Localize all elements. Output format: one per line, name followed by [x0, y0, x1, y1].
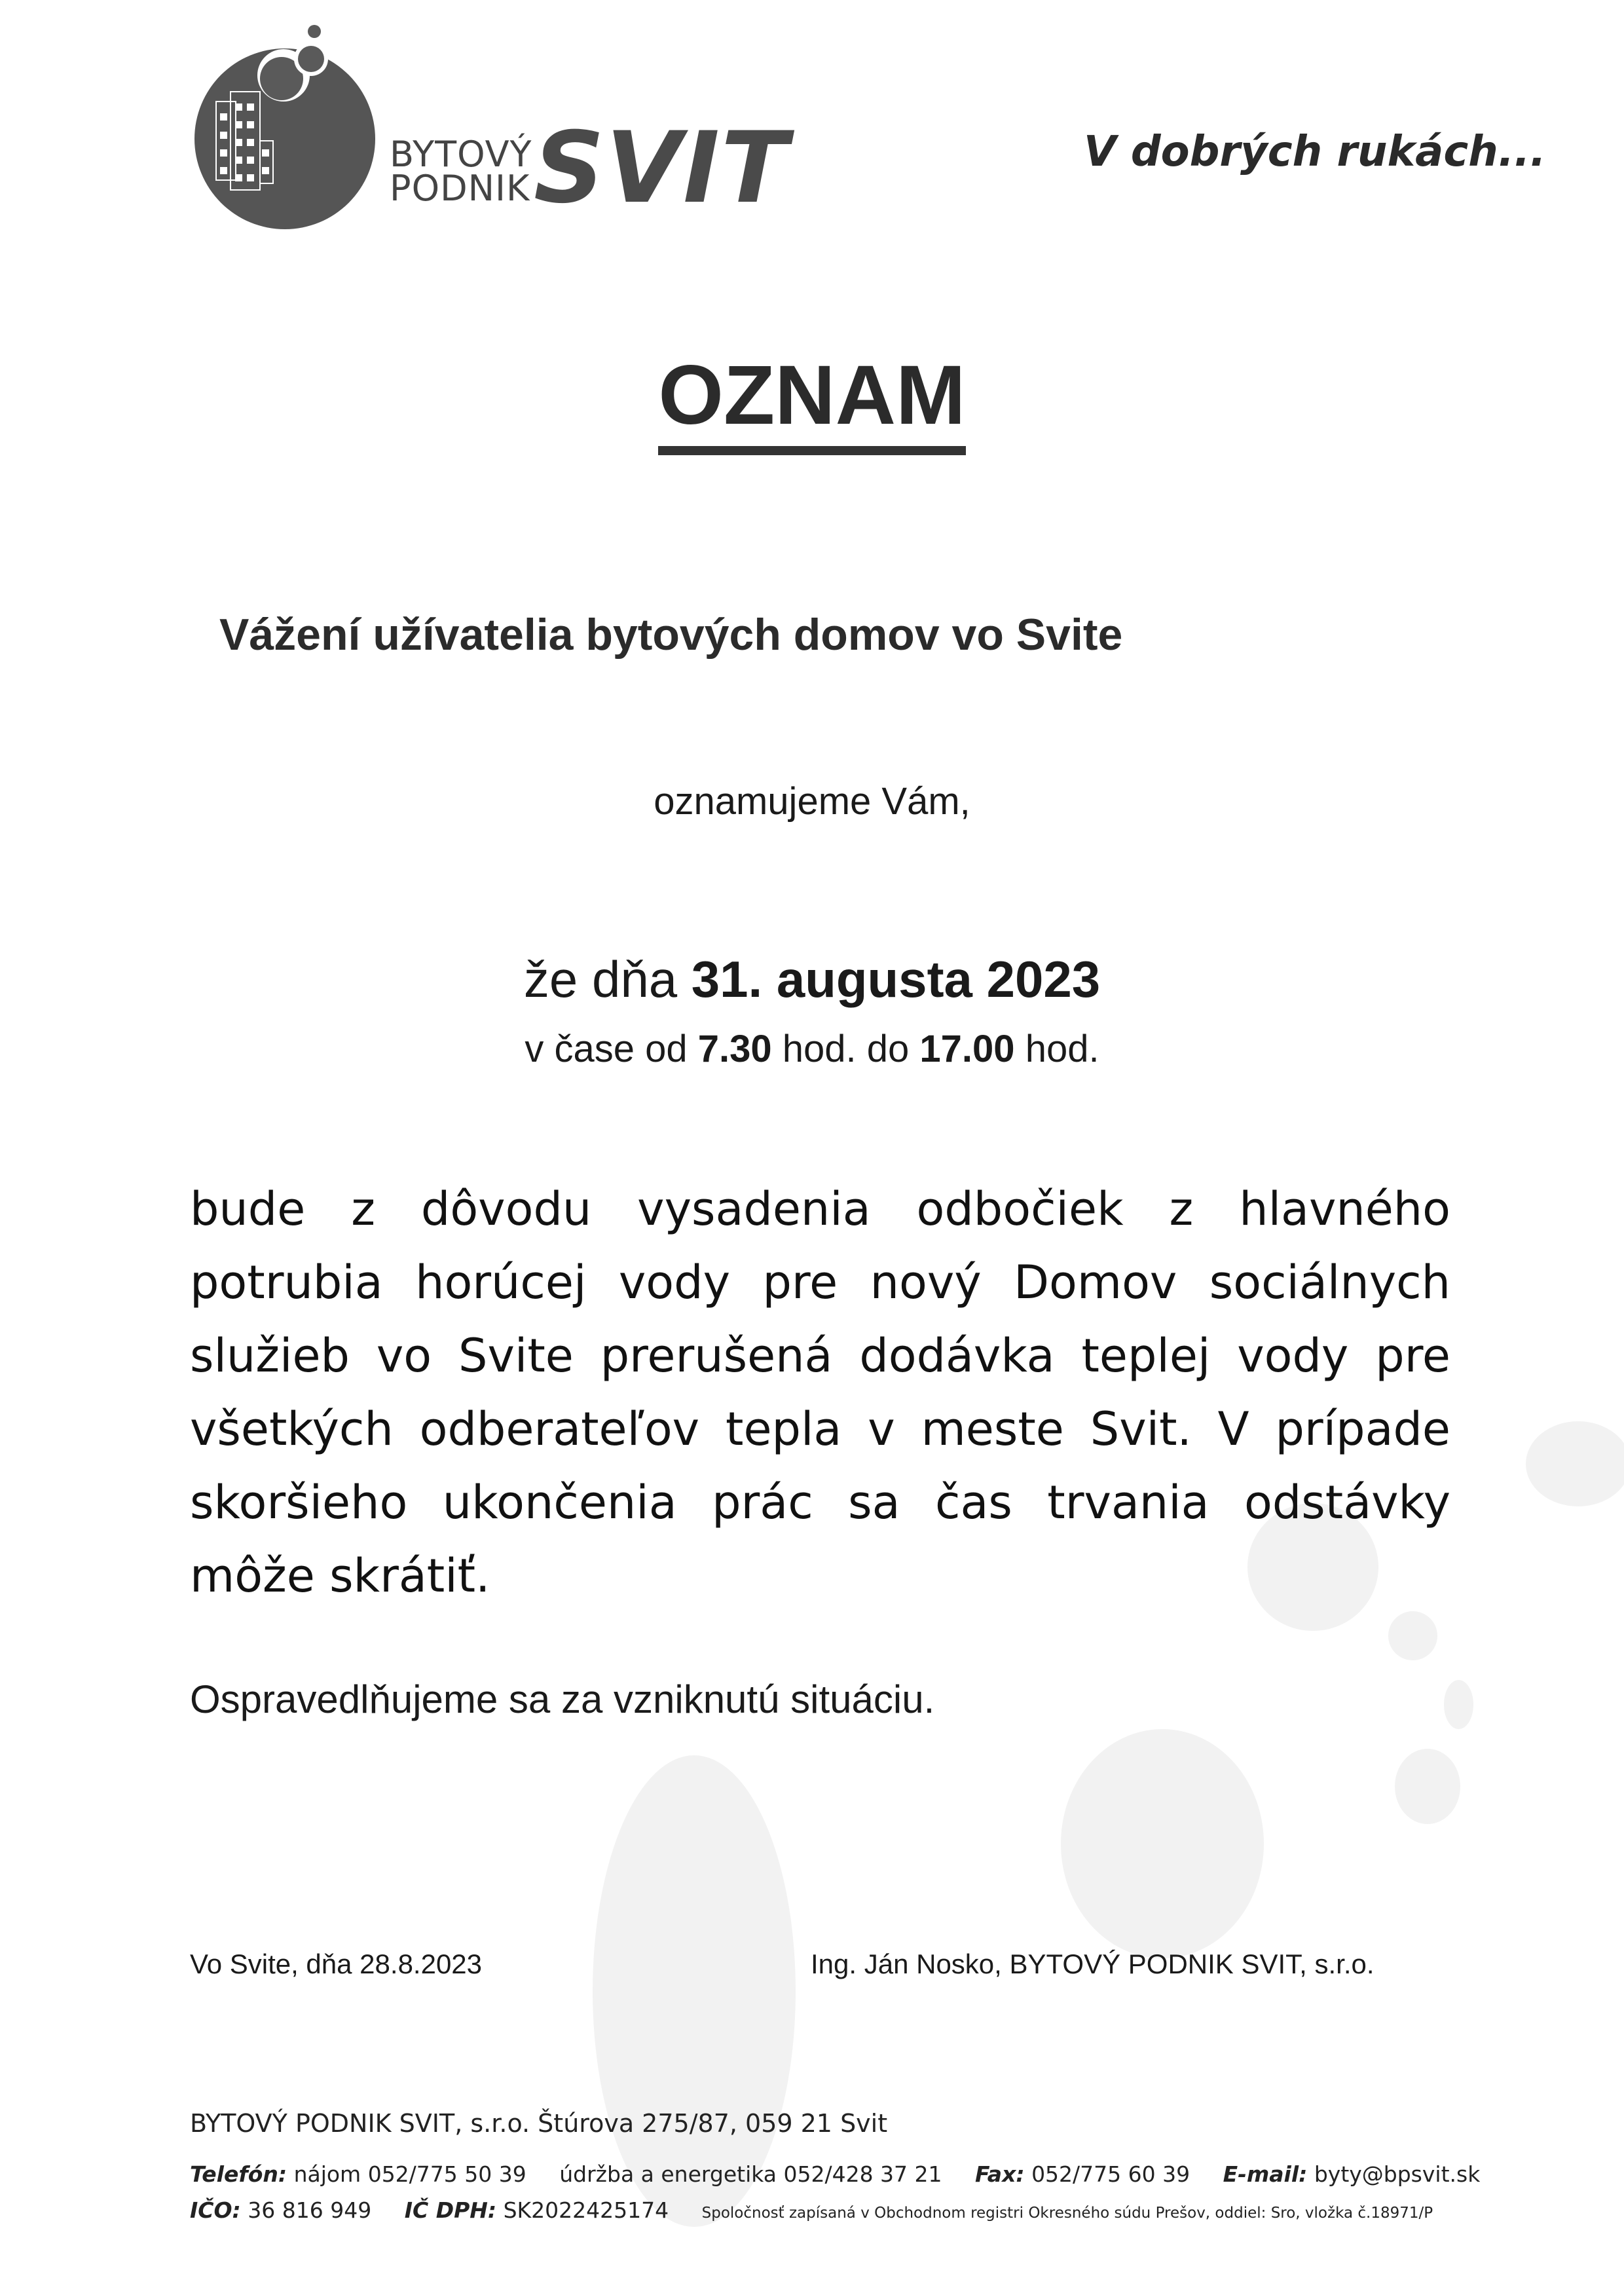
apology-text: Ospravedlňujeme sa za vzniknutú situáciu. [190, 1677, 935, 1721]
footer-ids [190, 2197, 1433, 2223]
ico-value: 36 816 949 [248, 2197, 372, 2223]
intro-text: oznamujeme Vám, [654, 780, 970, 823]
time-line [0, 1027, 1624, 1071]
phone-label: Telefón: [190, 2161, 287, 2187]
phone-maintenance: údržba a energetika 052/428 37 21 [559, 2161, 942, 2187]
logo-line-1: BYTOVÝ [390, 134, 532, 175]
time-mid: hod. do [771, 1028, 920, 1070]
notice-title-text: OZNAM [658, 348, 965, 455]
background-bubble [1388, 1611, 1437, 1660]
salutation: Vážení užívatelia bytových domov vo Svite [219, 610, 1123, 660]
footer-contact [190, 2161, 1480, 2187]
phone-rent: nájom 052/775 50 39 [293, 2161, 526, 2187]
time-from: 7.30 [697, 1028, 772, 1070]
background-bubble [1526, 1421, 1624, 1506]
time-suffix: hod. [1014, 1028, 1099, 1070]
icdph-label: IČ DPH: [404, 2197, 497, 2223]
registration-note: Spoločnosť zapísaná v Obchodnom registri Okresného súdu Prešov, oddiel: Sro, vložka č.18971/P [701, 2205, 1433, 2222]
outage-date: 31. augusta 2023 [691, 950, 1101, 1008]
slogan: V dobrých rukách... [1084, 128, 1546, 176]
fax-label: Fax: [975, 2161, 1025, 2187]
email-link[interactable]: byty@bpsvit.sk [1314, 2161, 1481, 2187]
logo-line-2: PODNIK [390, 168, 530, 209]
background-bubble [1444, 1680, 1473, 1729]
footer-address: BYTOVÝ PODNIK SVIT, s.r.o. Štúrova 275/87, 059 21 Svit [190, 2109, 888, 2138]
notice-body: bude z dôvodu vysadenia odbočiek z hlavného potrubia horúcej vody pre nový Domov sociálnych služieb vo Svite prerušená dodávka teplej vody pre všetkých odberateľov tepla v meste Svit. V prípade skoršieho ukončenia prác sa čas trvania odstávky môže skrátiť. [190, 1182, 1450, 1603]
ico-label: IČO: [190, 2197, 241, 2223]
signature: Ing. Ján Nosko, BYTOVÝ PODNIK SVIT, s.r.o. [811, 1949, 1375, 1979]
building-bubble-icon [187, 20, 403, 229]
background-bubble [1395, 1749, 1460, 1824]
fax-number: 052/775 60 39 [1031, 2161, 1190, 2187]
background-bubble [593, 1755, 796, 2227]
company-logo [187, 20, 809, 229]
date-prefix: že dňa [523, 950, 692, 1008]
time-to: 17.00 [919, 1028, 1015, 1070]
background-bubble [1061, 1729, 1264, 1958]
icdph-value: SK2022425174 [503, 2197, 669, 2223]
place-date: Vo Svite, dňa 28.8.2023 [190, 1949, 483, 1979]
date-line [0, 950, 1624, 1009]
email-label: E-mail: [1223, 2161, 1308, 2187]
notice-title [0, 347, 1624, 443]
logo-text [390, 134, 532, 209]
time-prefix: v čase od [525, 1028, 698, 1070]
logo-brand: SVIT [534, 111, 790, 225]
